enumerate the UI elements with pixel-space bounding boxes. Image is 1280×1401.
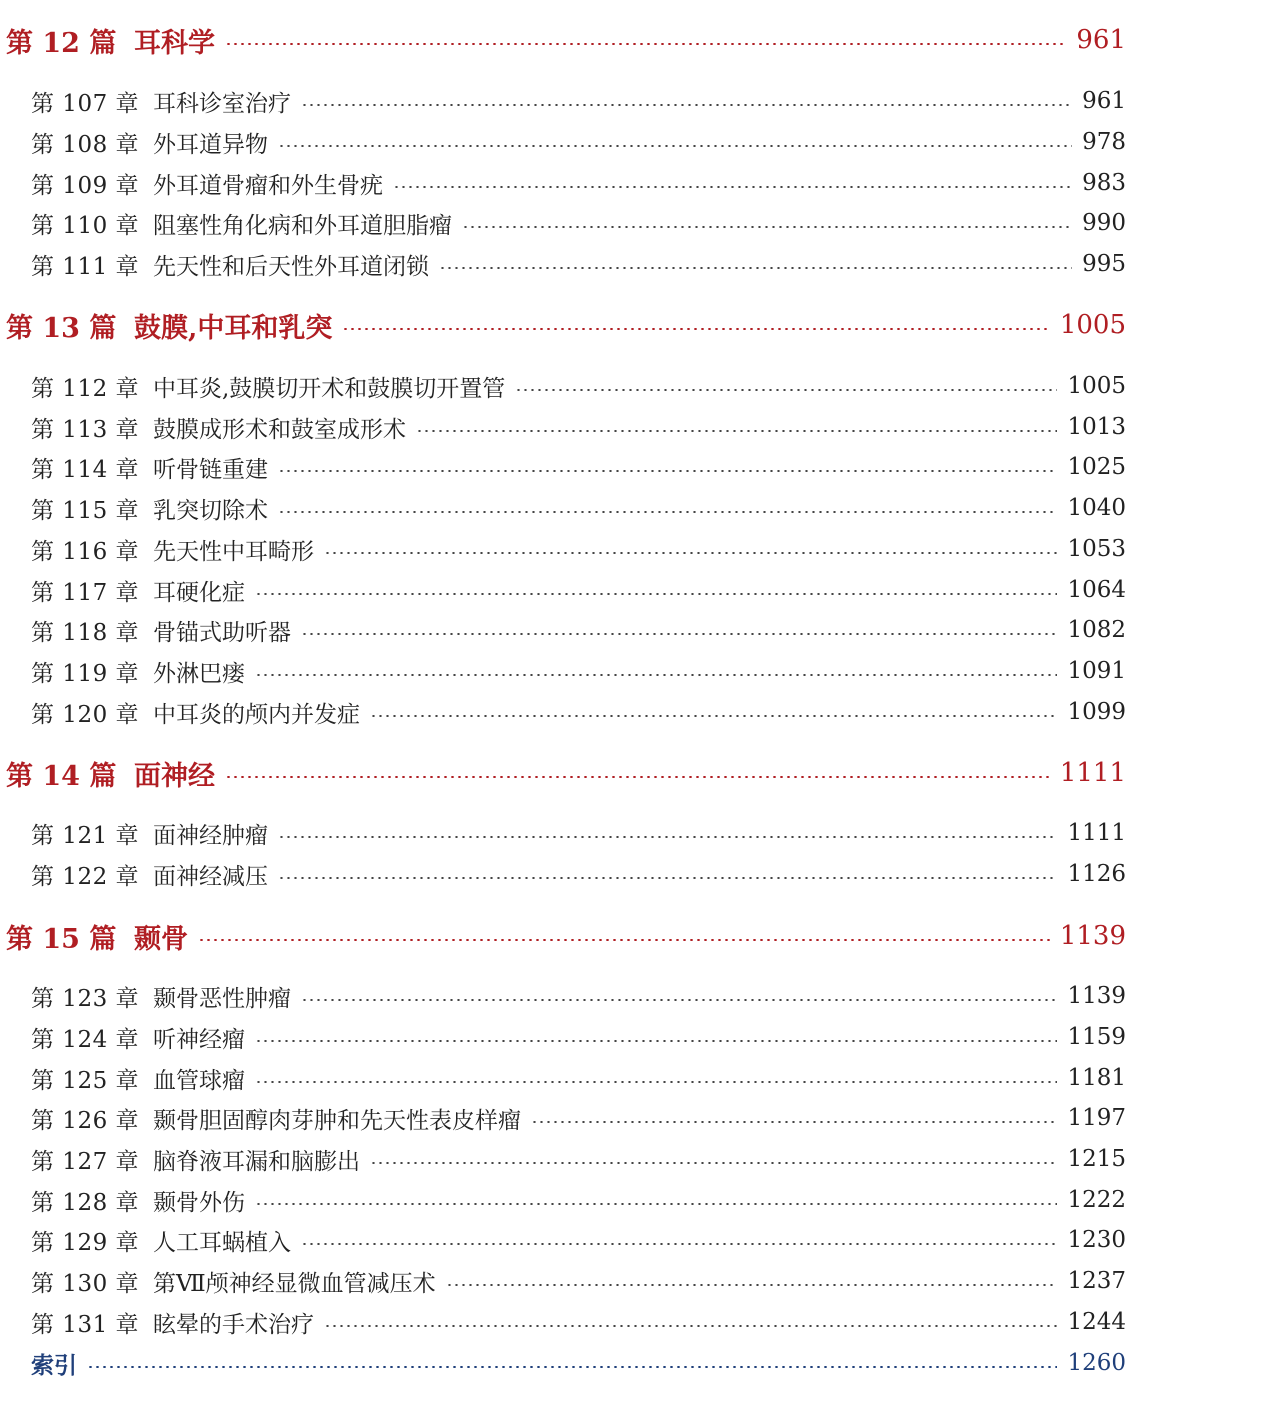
dot-leader [278,877,1057,879]
dot-leader [301,104,1072,106]
chapter-page: 1064 [1067,577,1126,603]
dot-leader [393,186,1072,188]
chapter-title: 鼓膜成形术和鼓室成形术 [153,416,406,443]
dot-leader [342,328,1049,330]
chapter-title: 面神经肿瘤 [153,822,268,849]
chapter-number: 第 127 章 [31,1148,140,1175]
chapter-title: 颞骨恶性肿瘤 [153,985,291,1012]
chapter-title: 外耳道骨瘤和外生骨疣 [153,172,383,199]
part-heading[interactable] [0,303,1126,347]
chapter-number: 第 117 章 [31,579,140,606]
chapter-page: 1215 [1067,1146,1126,1172]
dot-leader [301,1243,1057,1245]
chapter-number: 第 124 章 [31,1026,140,1053]
chapter-title: 第Ⅶ颅神经显微血管减压术 [153,1270,436,1297]
chapter-number: 第 107 章 [31,90,140,117]
dot-leader [462,226,1072,228]
chapter-page: 1159 [1067,1024,1126,1050]
chapter-number: 第 129 章 [31,1229,140,1256]
part-page: 1139 [1059,921,1126,951]
chapter-number: 第 126 章 [31,1107,140,1134]
part-number: 第 15 篇 [6,923,117,955]
chapter-number: 第 121 章 [31,822,140,849]
chapter-page: 1230 [1067,1227,1126,1253]
chapter-title: 中耳炎,鼓膜切开术和鼓膜切开置管 [153,375,506,402]
dot-leader [370,715,1057,717]
dot-leader [370,1162,1057,1164]
chapter-page: 1237 [1067,1268,1126,1294]
dot-leader [255,674,1057,676]
chapter-row[interactable] [0,694,1126,730]
chapter-row[interactable] [0,815,1126,851]
chapter-row[interactable] [0,165,1126,201]
chapter-page: 1091 [1067,658,1126,684]
dot-leader [515,389,1057,391]
chapter-page: 1181 [1067,1065,1126,1091]
part-number: 第 12 篇 [6,27,117,59]
chapter-page: 1139 [1067,983,1126,1009]
chapter-title: 外淋巴瘘 [153,660,245,687]
part-number: 第 13 篇 [6,312,117,344]
part-page: 1005 [1059,310,1126,340]
chapter-row[interactable] [0,1263,1126,1299]
dot-leader [255,1081,1057,1083]
chapter-page: 1244 [1067,1309,1126,1335]
chapter-row[interactable] [0,531,1126,567]
chapter-row[interactable] [0,1100,1126,1136]
chapter-title: 耳科诊室治疗 [153,90,291,117]
chapter-row[interactable] [0,978,1126,1014]
dot-leader [439,267,1072,269]
dot-leader [225,43,1066,45]
part-page: 961 [1076,25,1126,55]
chapter-page: 978 [1082,129,1126,155]
chapter-row[interactable] [0,83,1126,119]
dot-leader [301,633,1057,635]
chapter-title: 先天性中耳畸形 [153,538,314,565]
chapter-row[interactable] [0,246,1126,282]
chapter-page: 1197 [1067,1105,1126,1131]
chapter-title: 骨锚式助听器 [153,619,291,646]
dot-leader [278,145,1072,147]
part-title: 鼓膜,中耳和乳突 [134,312,333,344]
chapter-title: 耳硬化症 [153,579,245,606]
chapter-row[interactable] [0,1060,1126,1096]
chapter-number: 第 111 章 [31,253,140,280]
chapter-number: 第 123 章 [31,985,140,1012]
dot-leader [324,552,1057,554]
part-heading[interactable] [0,751,1126,795]
chapter-page: 1005 [1067,373,1126,399]
dot-leader [278,470,1057,472]
chapter-title: 乳突切除术 [153,497,268,524]
chapter-row[interactable] [0,1019,1126,1055]
chapter-page: 961 [1082,88,1126,114]
chapter-row[interactable] [0,205,1126,241]
chapter-title: 阻塞性角化病和外耳道胆脂瘤 [153,212,452,239]
dot-leader [446,1284,1058,1286]
chapter-title: 眩晕的手术治疗 [153,1311,314,1338]
chapter-row[interactable] [0,490,1126,526]
chapter-number: 第 114 章 [31,456,140,483]
chapter-title: 颞骨胆固醇肉芽肿和先天性表皮样瘤 [153,1107,521,1134]
chapter-row[interactable] [0,1141,1126,1177]
chapter-row[interactable] [0,653,1126,689]
chapter-title: 脑脊液耳漏和脑膨出 [153,1148,360,1175]
chapter-row[interactable] [0,124,1126,160]
chapter-title: 听骨链重建 [153,456,268,483]
chapter-number: 第 115 章 [31,497,140,524]
part-heading[interactable] [0,914,1126,958]
chapter-number: 第 125 章 [31,1067,140,1094]
chapter-number: 第 120 章 [31,701,140,728]
chapter-row[interactable] [0,856,1126,892]
dot-leader [255,1040,1057,1042]
chapter-row[interactable] [0,368,1126,404]
dot-leader [255,593,1057,595]
dot-leader [301,999,1057,1001]
chapter-page: 1013 [1067,414,1126,440]
chapter-row[interactable] [0,1304,1126,1340]
dot-leader [278,836,1057,838]
dot-leader [416,430,1057,432]
part-title: 颞骨 [134,923,188,955]
dot-leader [531,1121,1057,1123]
index-page: 1260 [1067,1350,1126,1376]
chapter-row[interactable] [0,1182,1126,1218]
chapter-page: 995 [1082,251,1126,277]
part-title: 耳科学 [134,27,215,59]
chapter-number: 第 116 章 [31,538,140,565]
chapter-number: 第 130 章 [31,1270,140,1297]
chapter-row[interactable] [0,612,1126,648]
chapter-number: 第 119 章 [31,660,140,687]
chapter-row[interactable] [0,449,1126,485]
dot-leader [225,776,1050,778]
chapter-page: 1040 [1067,495,1126,521]
chapter-page: 990 [1082,210,1126,236]
chapter-number: 第 128 章 [31,1189,140,1216]
dot-leader [324,1325,1057,1327]
chapter-number: 第 118 章 [31,619,140,646]
dot-leader [278,511,1057,513]
chapter-row[interactable] [0,1222,1126,1258]
chapter-number: 第 131 章 [31,1311,140,1338]
dot-leader [87,1366,1057,1368]
chapter-number: 第 113 章 [31,416,140,443]
index-title: 索引 [31,1351,77,1379]
chapter-page: 1126 [1067,861,1126,887]
chapter-number: 第 122 章 [31,863,140,890]
chapter-page: 1099 [1067,699,1126,725]
chapter-row[interactable] [0,572,1126,608]
chapter-page: 1222 [1067,1187,1126,1213]
index-row[interactable] [0,1345,1126,1381]
part-title: 面神经 [134,760,215,792]
chapter-title: 外耳道异物 [153,131,268,158]
chapter-title: 颞骨外伤 [153,1189,245,1216]
chapter-number: 第 112 章 [31,375,140,402]
chapter-title: 人工耳蜗植入 [153,1229,291,1256]
chapter-page: 1111 [1067,820,1126,846]
part-heading[interactable] [0,18,1126,62]
chapter-number: 第 110 章 [31,212,140,239]
dot-leader [198,939,1050,941]
chapter-number: 第 108 章 [31,131,140,158]
chapter-title: 血管球瘤 [153,1067,245,1094]
chapter-page: 1053 [1067,536,1126,562]
part-page: 1111 [1059,758,1126,788]
chapter-title: 面神经减压 [153,863,268,890]
chapter-page: 1025 [1067,454,1126,480]
chapter-row[interactable] [0,409,1126,445]
chapter-number: 第 109 章 [31,172,140,199]
chapter-title: 听神经瘤 [153,1026,245,1053]
part-number: 第 14 篇 [6,760,117,792]
chapter-page: 1082 [1067,617,1126,643]
dot-leader [255,1203,1057,1205]
chapter-title: 中耳炎的颅内并发症 [153,701,360,728]
chapter-title: 先天性和后天性外耳道闭锁 [153,253,429,280]
chapter-page: 983 [1082,170,1126,196]
